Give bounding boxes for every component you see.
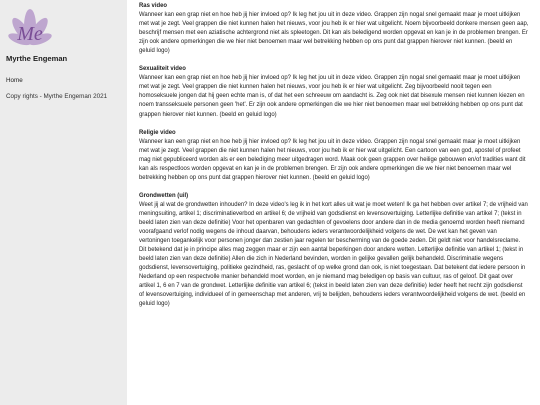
section-body: Wanneer kan een grap niet en hoe heb jij hier invloed op? Ik leg het jou uit in deze video. Grappen zijn nogal snel gemaakt maar je moet uitkijken met wat je zegt. Veel grappen die niet kunnen halen het nieuws, voor jou heb ik er hier wat uitgelicht. Zeg bijvoorbeeld nooit tegen een homoseksuele jongen dat hij geen echte man is, of dat het een schreeuw om aandacht is. Zeg ook niet dat bisexule mensen niet kunnen kiezen en noem transseksuele personen geen 'het'. Er zijn ook andere opmerkingen die we hier niet benoemen maar wel betrekking hebben op ons punt dat grappen hierover niet kunnen. (beeld en geluid logo) xyxy=(139,75,525,118)
nav-home-link[interactable]: Home xyxy=(6,77,23,84)
main-content xyxy=(139,2,529,405)
section-sexualiteit-video xyxy=(139,65,529,119)
section-title: Grondwetten (uil) xyxy=(139,192,189,199)
site-name: Myrthe Engeman xyxy=(6,54,68,63)
section-title: Ras video xyxy=(139,3,168,9)
section-title: Religie video xyxy=(139,129,176,136)
logo-text: Me xyxy=(17,23,43,45)
section-ras-video xyxy=(139,2,529,56)
section-religie-video xyxy=(139,129,529,183)
sidebar xyxy=(0,0,127,405)
copyright-text: Copy rights - Myrthe Engeman 2021 xyxy=(6,93,108,100)
lotus-logo-icon[interactable] xyxy=(6,6,54,50)
section-grondwetten xyxy=(139,192,529,310)
section-body: Wanneer kan een grap niet en hoe heb jij hier invloed op? Ik leg het jou uit in deze video. Grappen zijn nogal snel gemaakt maar je moet uitkijken met wat je zegt. Veel grappen die niet kunnen halen het nieuws, voor jou heb ik er hier wat uitgelicht. Een cartoon van een god, apostel of profeet mag niet gepubliceerd worden als er een belediging meer uitgedragen word. Maak ook geen grappen over heilige gebouwen en/of tradities want dit kan als respectloos worden opgevat en kan je in de problemen brengen. Er zijn ook andere opmerkingen die we hier niet benoemen maar wel betrekking hebben op ons punt dat grappen hierover niet kunnen. (beeld en geluid logo) xyxy=(139,138,526,181)
section-body: Weet jij al wat de grondwetten inhouden? In deze video's leg ik in het kort alles uit wat je moet weten! Ik ga het hebben over artikel 7; de vrijheid van meningsuiting, artikel 1; discriminatieverbod en artikel 6; de vrijheid van godsdienst en levensovertuiging. Letterlijke definitie van artikel 7; (tekst in beeld laten zien van deze definitie) Voor het openbaren van gedachten of gevoelens door andere dan in de media genoemd worden heeft niemand voorafgaand verlof nodig wegens de inhoud daarvan, behoudens ieders verantwoordelijkheid volgens de wet. De wet kan het geven van vertoningen toegankelijk voor personen jonger dan zestien jaar regelen ter bescherming van de goede zeden. Dit geldt niet voor handelsreclame. Dit betekend dat je in principe alles mag zeggen maar er zijn een aantal beperkingen door andere wetten. Letterlijke definitie van artikel 1; (tekst in beeld laten zien van deze definitie) Allen die zich in Nederland bevinden, worden in gelijke gevallen gelijk behandeld. Discriminatie wegens godsdienst, levensovertuiging, politieke gezindheid, ras, geslacht of op welke grond dan ook, is niet toegestaan. Dat betekent dat iedere persoon in Nederland op een respectvolle manier behandeld moet worden, en je niemand mag beledigen op basis van cultuur, ras of geloof. Dit gaat over artikel 1, 6 en 7 van de grondwet. Letterlijke definitie van artikel 6; (tekst in beeld laten zien van deze definitie) Ieder heeft het recht zijn godsdienst of levensovertuiging, individueel of in gemeenschap met anderen, vrij te belijden, behoudens ieders verantwoordelijkheid volgens de wet. (beeld en geluid logo) xyxy=(139,201,528,308)
section-body: Wanneer kan een grap niet en hoe heb jij hier invloed op? Ik leg het jou uit in deze video. Grappen zijn nogal snel gemaakt maar je moet uitkijken met wat je zegt. Veel grappen die niet kunnen halen het nieuws, voor jou heb ik er hier wat uitgelicht. Noem bijvoorbeeld donkere mensen geen aap, beschrijf mensen met een aziatische achtergrond niet als spleetogen. Dit kan als beledigend worden opgevat en kan je in de problemen brengen. Er zijn ook andere opmerkingen die we hier niet benoemen maar wel betrekking hebben op ons punt dat grappen hierover niet kunnen. (beeld en geluid logo) xyxy=(139,12,529,55)
section-title: Sexualiteit video xyxy=(139,66,186,73)
